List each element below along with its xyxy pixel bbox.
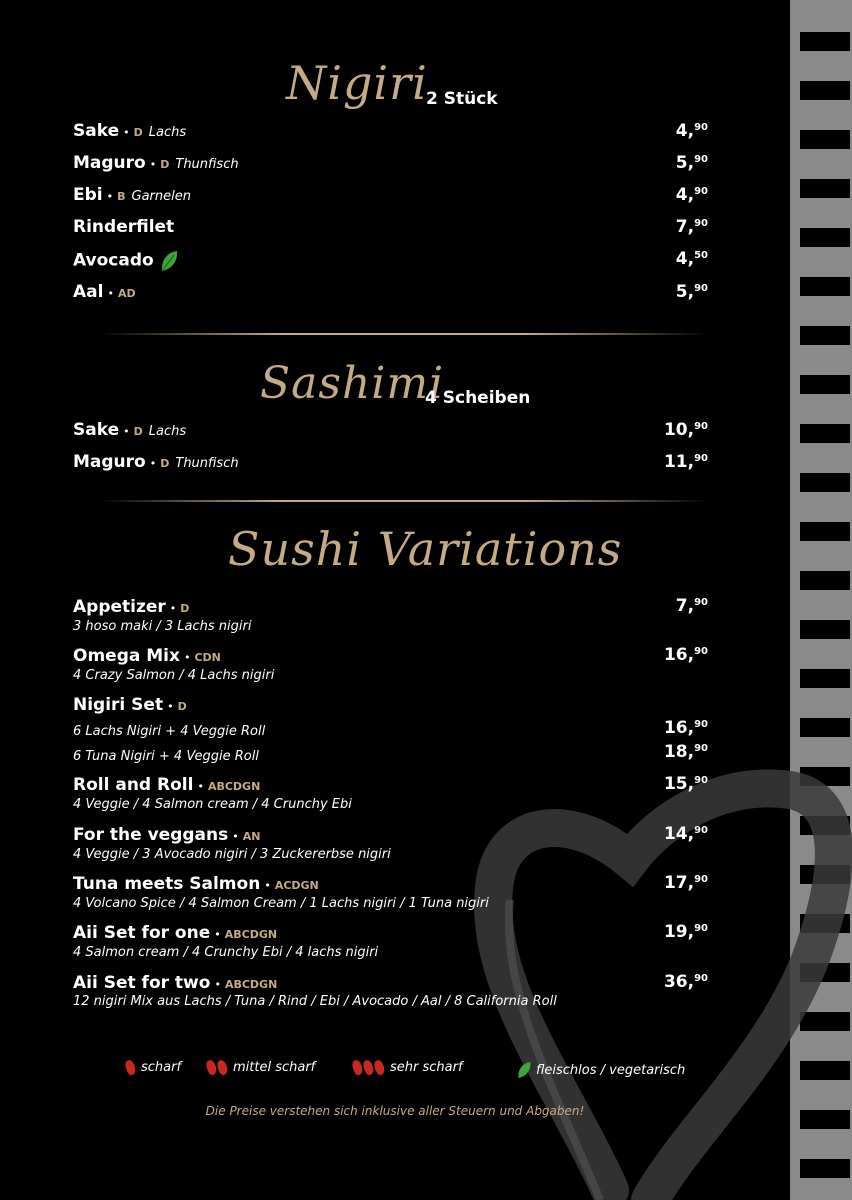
item-description: Garnelen [131,189,191,204]
menu-item: Roll and Roll • ABCDGN [73,775,261,795]
item-price: 15,90 [663,774,708,794]
item-name: Aii Set for one [73,923,211,943]
menu-item: Sake • D Lachs [73,420,187,440]
item-price: 11,90 [663,452,708,472]
allergen-code: D [160,457,170,470]
allergen-code: ACDGN [274,879,319,892]
item-name: Tuna meets Salmon [73,874,261,894]
item-name: For the veggans [73,825,229,845]
allergen-code: ABCDGN [224,928,278,941]
menu-item: Aii Set for two • ABCDGN [73,973,278,993]
menu-item: Ebi • B Garnelen [73,185,191,205]
item-name: Avocado [73,250,154,271]
item-name: Ebi [73,185,103,205]
legend-scharf: scharf [126,1060,181,1075]
item-price: 19,90 [663,922,708,942]
item-option: 6 Lachs Nigiri + 4 Veggie Roll [73,724,266,739]
chili-icon [124,1059,138,1076]
item-price: 17,90 [663,873,708,893]
item-name: Maguro [73,452,146,472]
item-price: 4,90 [675,185,708,205]
allergen-code: AN [242,830,261,843]
item-description: 4 Crazy Salmon / 4 Lachs nigiri [73,668,275,683]
leaf-icon [516,1060,532,1080]
allergen-code: AD [117,287,136,300]
item-name: Maguro [73,153,146,173]
sashimi-subtitle: 4 Scheiben [425,388,531,408]
menu-item: Appetizer • D [73,597,190,617]
item-name: Rinderfilet [73,217,175,237]
nigiri-subtitle: 2 Stück [426,89,498,109]
menu-item: Nigiri Set • D [73,695,187,715]
item-description: Lachs [148,424,187,439]
item-description: 4 Veggie / 3 Avocado nigiri / 3 Zuckererbse nigiri [73,847,391,862]
item-description: 4 Veggie / 4 Salmon cream / 4 Crunchy Ebi [73,797,352,812]
allergen-code: D [177,700,187,713]
nigiri-section-title: Nigiri [286,56,428,110]
item-price: 7,90 [675,217,708,237]
item-name: Omega Mix [73,646,180,666]
item-description: Lachs [148,125,187,140]
item-description: 4 Volcano Spice / 4 Salmon Cream / 1 Lachs nigiri / 1 Tuna nigiri [73,896,489,911]
menu-item [73,217,174,237]
section-divider [100,500,708,502]
section-divider [100,333,708,335]
menu-item: Maguro • D Thunfisch [73,452,239,472]
item-description: Thunfisch [175,157,239,172]
item-name: Roll and Roll [73,775,194,795]
item-price: 5,90 [675,153,708,173]
chili-icon [373,1059,387,1076]
chili-icon [216,1059,230,1076]
menu-item: Maguro • D Thunfisch [73,153,239,173]
item-name: Sake [73,121,120,141]
item-price: 7,90 [675,596,708,616]
leaf-icon [159,249,179,273]
item-option: 6 Tuna Nigiri + 4 Veggie Roll [73,749,259,764]
item-name: Aal [73,282,104,302]
allergen-code: D [180,602,190,615]
menu-item [73,249,179,273]
menu-item: Aal • AD [73,282,136,302]
variations-section-title: Sushi Variations [228,522,623,576]
menu-item: Tuna meets Salmon • ACDGN [73,874,319,894]
item-price: 36,90 [663,972,708,992]
item-name: Aii Set for two [73,973,211,993]
allergen-code: D [133,425,143,438]
allergen-code: CDN [194,651,221,664]
menu-item: For the veggans • AN [73,825,261,845]
allergen-code: B [117,190,126,203]
item-price: 16,90 [663,718,708,738]
chili-icon [362,1059,376,1076]
menu-item: Aii Set for one • ABCDGN [73,923,278,943]
menu-item: Sake • D Lachs [73,121,187,141]
item-price: 4,50 [675,249,708,269]
item-price: 4,90 [675,121,708,141]
legend-vegetarisch: fleischlos / vegetarisch [516,1060,685,1080]
chili-icon [205,1059,219,1076]
item-description: 12 nigiri Mix aus Lachs / Tuna / Rind / Ebi / Avocado / Aal / 8 California Roll [73,994,557,1009]
item-price: 18,90 [663,742,708,762]
legend-sehr-scharf: sehr scharf [353,1060,463,1075]
item-name: Nigiri Set [73,695,164,715]
item-price: 14,90 [663,824,708,844]
item-name: Sake [73,420,120,440]
item-price: 16,90 [663,645,708,665]
item-description: 4 Salmon cream / 4 Crunchy Ebi / 4 lachs nigiri [73,945,379,960]
legend-mittel-scharf: mittel scharf [207,1060,315,1075]
allergen-code: D [133,126,143,139]
item-description: 3 hoso maki / 3 Lachs nigiri [73,619,252,634]
allergen-code: ABCDGN [224,978,278,991]
item-description: Thunfisch [175,456,239,471]
sashimi-section-title: Sashimi [260,358,445,409]
item-price: 5,90 [675,282,708,302]
menu-item: Omega Mix • CDN [73,646,221,666]
item-name: Appetizer [73,597,166,617]
price-disclaimer: Die Preise verstehen sich inklusive aller Steuern und Abgaben! [205,1104,585,1118]
item-price: 10,90 [663,420,708,440]
chili-icon [351,1059,365,1076]
allergen-code: ABCDGN [207,780,261,793]
allergen-code: D [160,158,170,171]
